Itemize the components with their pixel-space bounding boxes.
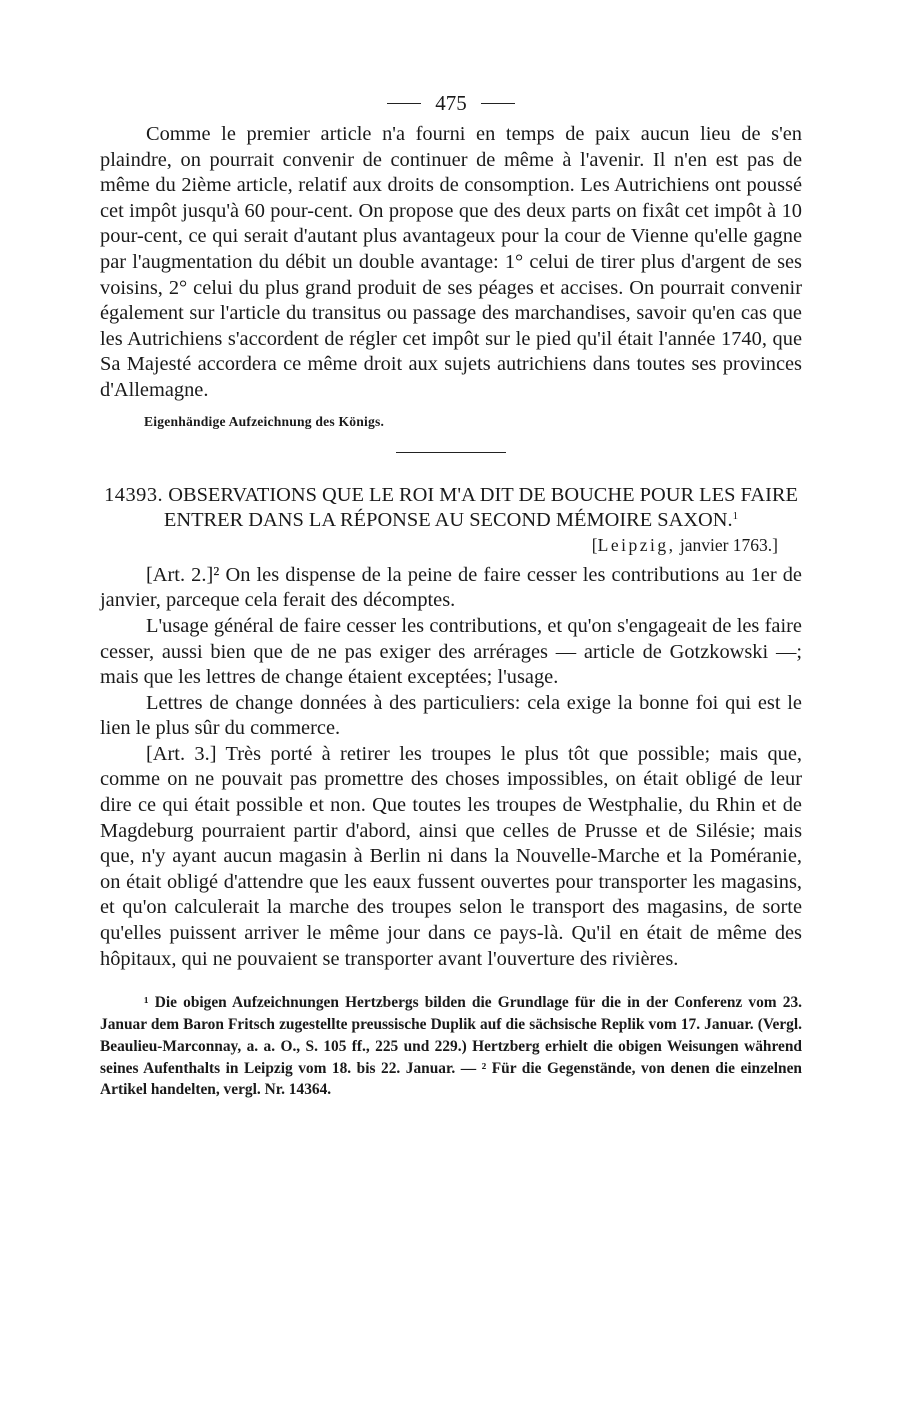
header-rule-left <box>387 103 421 104</box>
document-title: OBSERVATIONS QUE LE ROI M'A DIT DE BOUCHE POUR LES FAIRE ENTRER DANS LA RÉPONSE AU SECOND MÉMOIRE SAXON. <box>163 483 798 532</box>
body-paragraph: [Art. 3.] Très porté à retirer les troupes le plus tôt que possible; mais que, comme on ne pouvait pas promettre des choses impossibles, on était obligé de leur dire ce qui était possible et non. Que toutes les troupes de Westphalie, du Rhin et de Magdeburg pourraient partir d'abord, ainsi que celles de Prusse et de Silésie; mais que, n'y ayant aucun magasin à Berlin ni dans la Nouvelle-Marche et la Poméranie, on était obligé d'attendre que les eaux fussent ouvertes pour transporter les magasins, et qu'on calculerait la marche des troupes selon le transport des magasins, de sorte qu'elles puissent arriver le même jour dans ce pays-là. Qu'il en était de même des hôpitaux, qui ne pouvaient se transporter avant l'ouverture des rivières. <box>100 742 802 970</box>
body-paragraph: Lettres de change données à des particuliers: cela exige la bonne foi qui est le lien le plus sûr du commerce. <box>100 691 802 740</box>
page-number: 475 <box>435 90 467 115</box>
dateline: [Leipzig, janvier 1763.] <box>591 534 778 555</box>
footnotes <box>100 992 802 1101</box>
document-number: 14393. <box>104 483 164 506</box>
document-heading <box>100 483 802 534</box>
document-page <box>100 88 802 1101</box>
preceding-paragraph: Comme le premier article n'a fourni en temps de paix aucun lieu de s'en plaindre, on pourrait convenir de continuer de même à l'avenir. Il n'en est pas de même du 2ième article, relatif aux droits de consomption. Les Autrichiens ont poussé cet impôt jusqu'à 60 pour-cent. On propose que des deux parts on fixât cet impôt à 10 pour-cent, ce qui serait d'autant plus avantageux pour la cour de Vienne qu'elle gagne par l'augmentation du débit un double avantage: 1° celui de tirer plus d'argent de ses voisins, 2° celui du plus grand produit de ses péages et accises. On pourrait convenir également sur l'article du transitus ou passage des marchandises, savoir qu'en cas que les Autrichiens s'accordent de régler cet impôt sur le pied qu'il était l'année 1740, que Sa Majesté accordera ce même droit aux sujets autrichiens dans toutes ses provinces d'Allemagne. <box>100 123 802 401</box>
attribution-note: Eigenhändige Aufzeichnung des Königs. <box>144 413 385 429</box>
dateline-place: Leipzig, <box>597 534 676 555</box>
body-paragraph: L'usage général de faire cesser les contributions, et qu'on s'engageait de les faire cesser, aussi bien que de ne pas exiger des arrérages — article de Gotzkowski —; mais que les lettres de change étaient exceptées; l'usage. <box>100 614 802 689</box>
page-header <box>100 88 802 118</box>
dateline-date: janvier 1763. <box>679 534 773 555</box>
header-rule-right <box>481 103 515 104</box>
title-footnote-marker: 1 <box>732 509 739 522</box>
section-divider <box>396 452 506 453</box>
body-paragraph: [Art. 2.]² On les dispense de la peine de faire cesser les contributions au 1er de janvier, parceque cela ferait des décomptes. <box>100 563 802 612</box>
footnote-text: ¹ Die obigen Aufzeichnungen Hertzbergs bilden die Grundlage für die in der Conferenz vom 23. Januar dem Baron Fritsch zugestellte preussische Duplik auf die sächsische Replik vom 17. Januar. (Vergl. Beaulieu-Marconnay, a. a. O., S. 105 ff., 225 und 229.) Hertzberg erhielt die obigen Weisungen während seines Aufenthalts in Leipzig vom 18. bis 22. Januar. — ² Für die Gegenstände, von denen die einzelnen Artikel handelten, vergl. Nr. 14364. <box>100 994 802 1099</box>
